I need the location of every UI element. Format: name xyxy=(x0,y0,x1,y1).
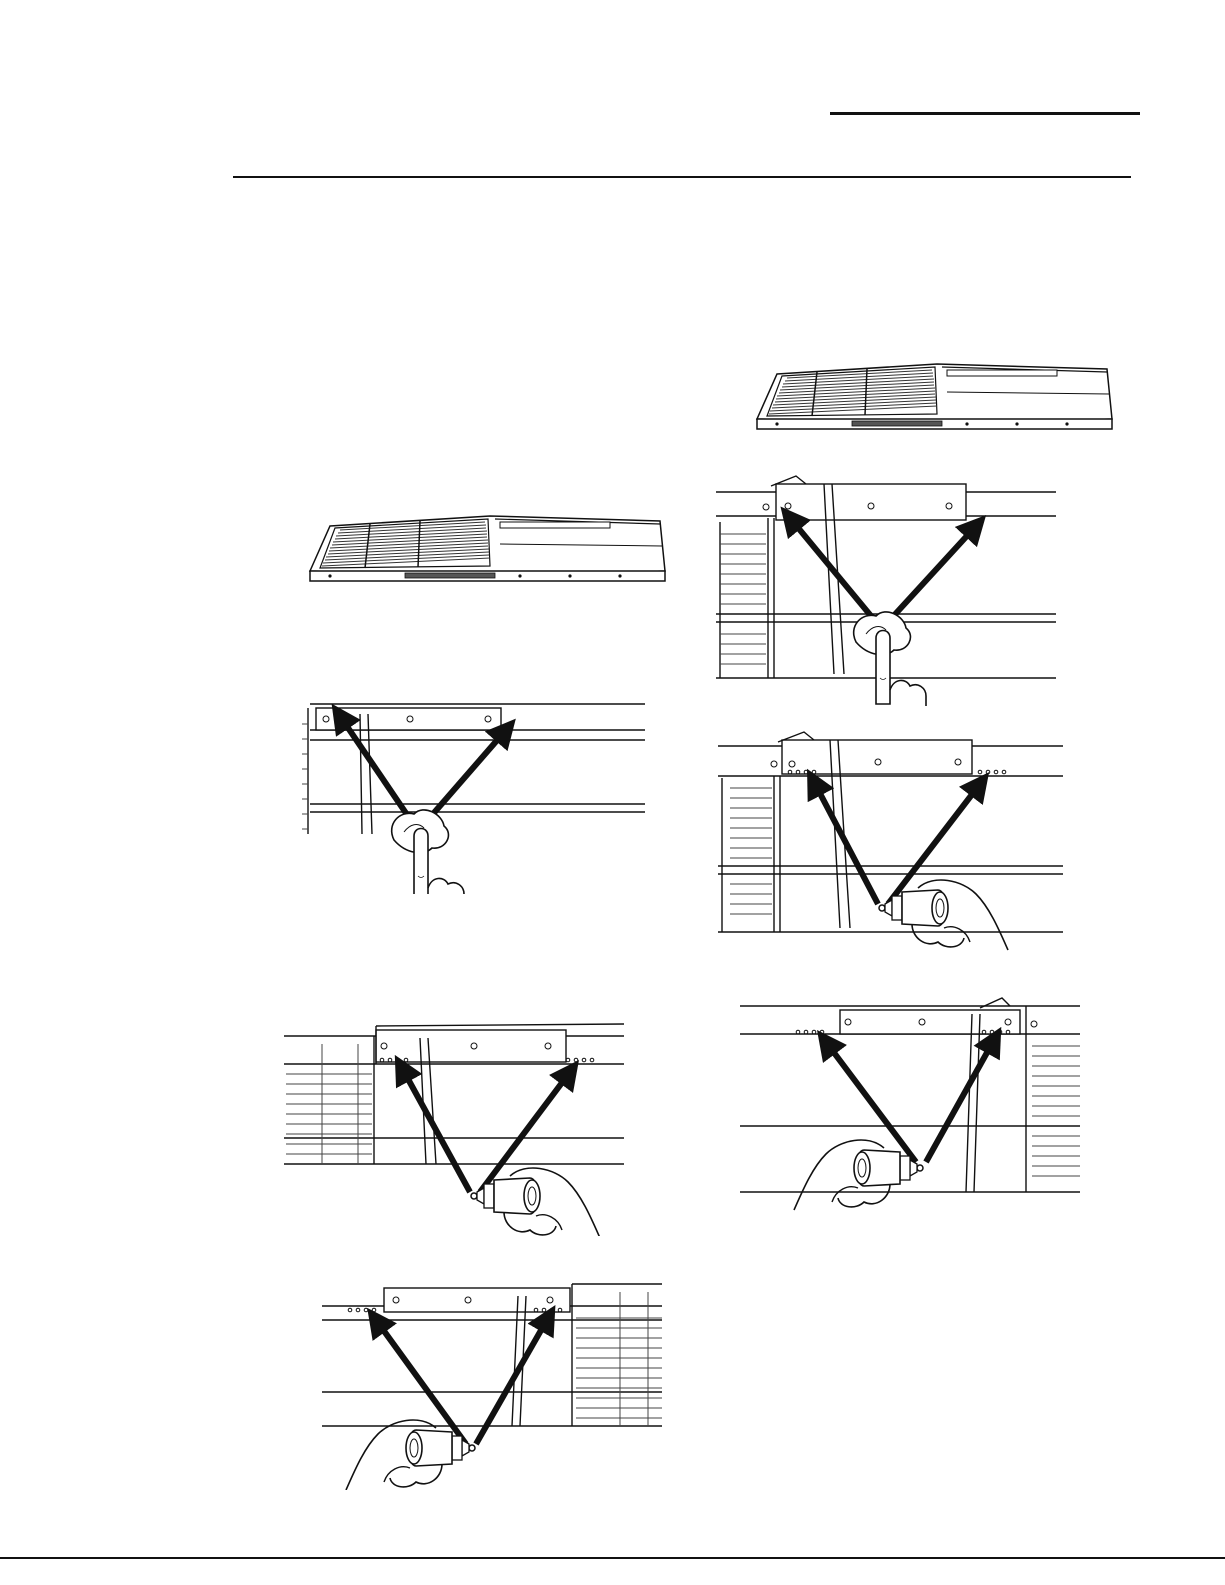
short-top-right-rule xyxy=(830,112,1140,115)
shelf-illustration-left xyxy=(308,512,668,587)
bottom-rule xyxy=(0,1557,1225,1559)
lubricate-rail-illustration-right-1 xyxy=(718,728,1068,968)
lubricate-rail-illustration-left-1 xyxy=(284,1016,629,1236)
wipe-rail-illustration-right xyxy=(716,474,1061,714)
lubricate-rail-illustration-right-2 xyxy=(740,992,1085,1232)
full-width-header-rule xyxy=(233,176,1131,178)
lubricate-rail-illustration-left-2 xyxy=(322,1278,667,1490)
shelf-illustration-right xyxy=(755,358,1115,443)
wipe-rail-illustration-left xyxy=(300,694,650,894)
